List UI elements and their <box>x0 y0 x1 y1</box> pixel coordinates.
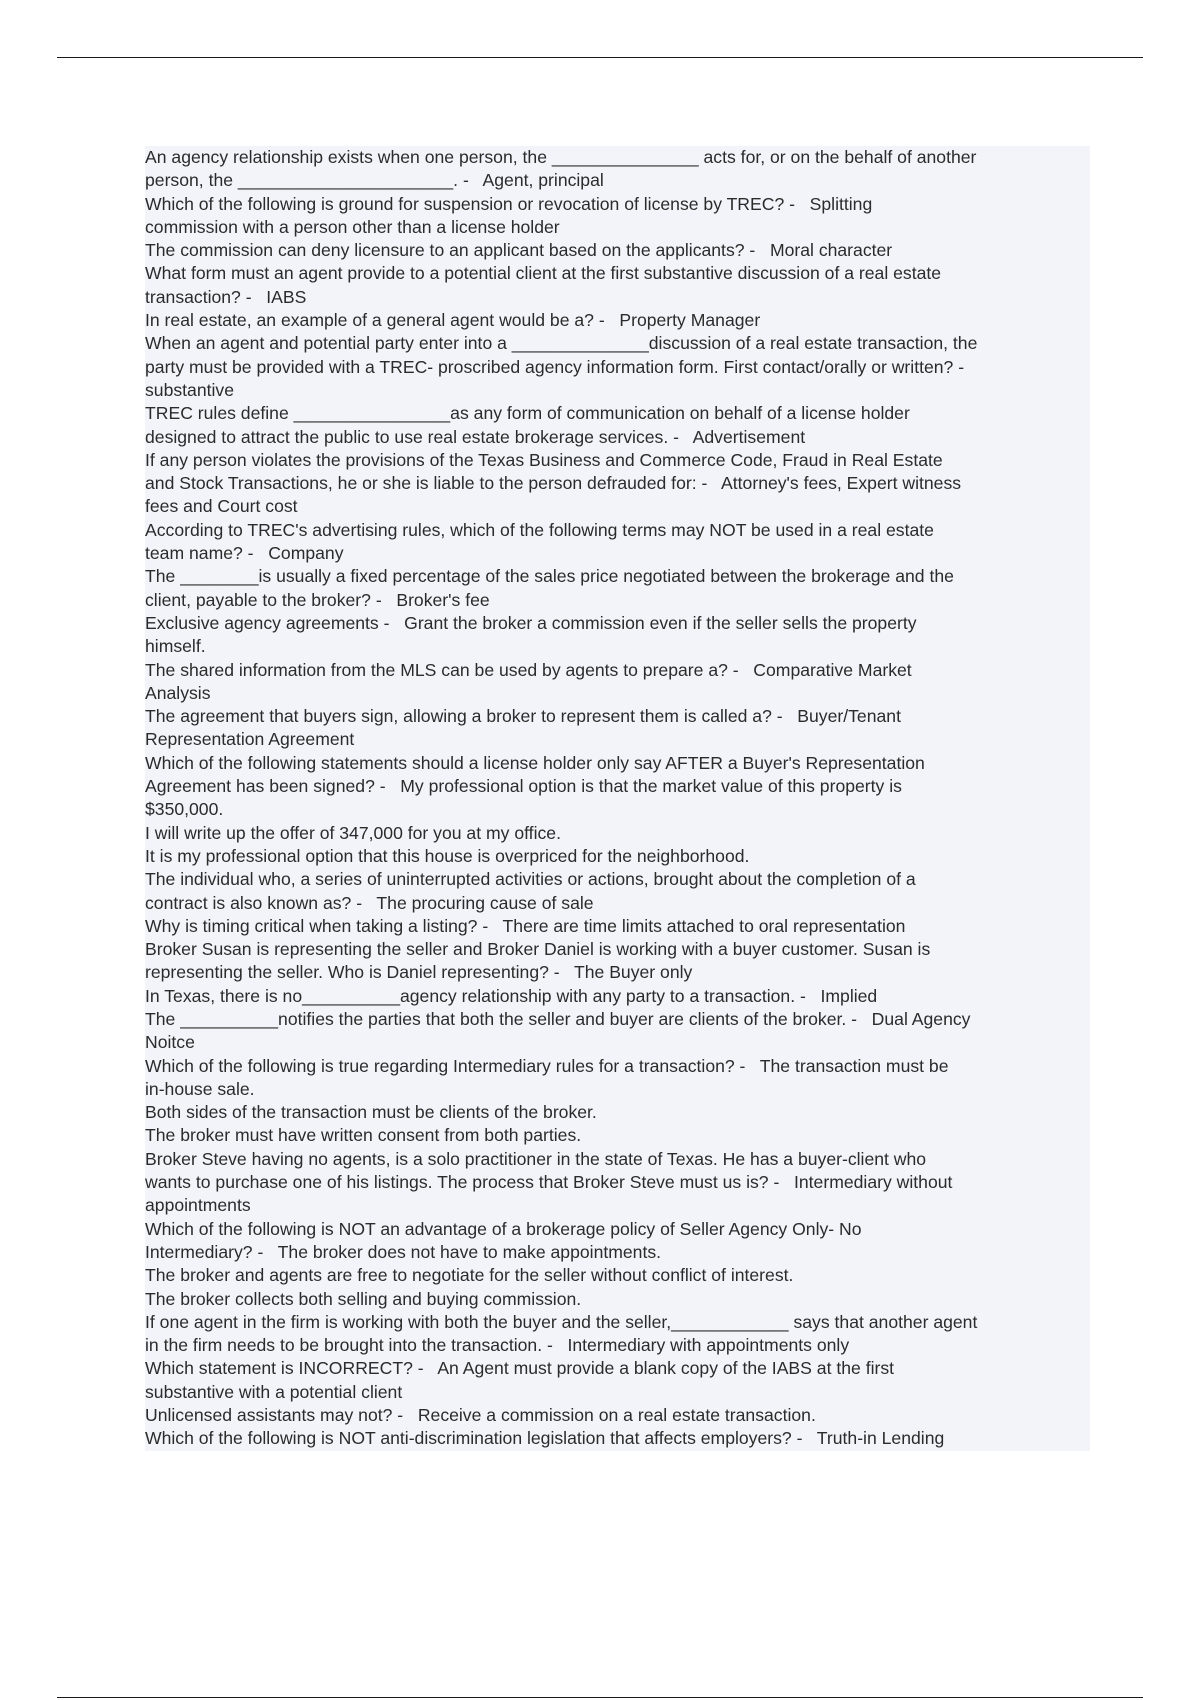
text-line: client, payable to the broker? - Broker's fee <box>145 589 1090 612</box>
text-line: Why is timing critical when taking a listing? - There are time limits attached to oral representation <box>145 915 1090 938</box>
text-line: The broker and agents are free to negotiate for the seller without conflict of interest. <box>145 1264 1090 1287</box>
text-line: fees and Court cost <box>145 495 1090 518</box>
footer-rule <box>57 1697 1143 1698</box>
text-line: The shared information from the MLS can be used by agents to prepare a? - Comparative Market <box>145 659 1090 682</box>
text-line: substantive with a potential client <box>145 1381 1090 1404</box>
text-line: party must be provided with a TREC- proscribed agency information form. First contact/orally or written? - <box>145 356 1090 379</box>
text-line: team name? - Company <box>145 542 1090 565</box>
text-line: contract is also known as? - The procuring cause of sale <box>145 892 1090 915</box>
text-line: What form must an agent provide to a potential client at the first substantive discussion of a real estate <box>145 262 1090 285</box>
text-line: appointments <box>145 1194 1090 1217</box>
text-line: In Texas, there is no__________agency relationship with any party to a transaction. - Implied <box>145 985 1090 1008</box>
text-line: Agreement has been signed? - My professional option is that the market value of this property is <box>145 775 1090 798</box>
text-line: Which of the following is NOT anti-discrimination legislation that affects employers? - Truth-in Lending <box>145 1427 1090 1450</box>
text-line: Representation Agreement <box>145 728 1090 751</box>
text-line: in the firm needs to be brought into the transaction. - Intermediary with appointments only <box>145 1334 1090 1357</box>
text-line: in-house sale. <box>145 1078 1090 1101</box>
text-line: In real estate, an example of a general agent would be a? - Property Manager <box>145 309 1090 332</box>
text-line: designed to attract the public to use real estate brokerage services. - Advertisement <box>145 426 1090 449</box>
text-line: It is my professional option that this house is overpriced for the neighborhood. <box>145 845 1090 868</box>
text-line: When an agent and potential party enter into a ______________discussion of a real estate transaction, the <box>145 332 1090 355</box>
text-line: Broker Steve having no agents, is a solo practitioner in the state of Texas. He has a buyer-client who <box>145 1148 1090 1171</box>
text-line: TREC rules define ________________as any form of communication on behalf of a license holder <box>145 402 1090 425</box>
text-line: Analysis <box>145 682 1090 705</box>
text-line: person, the ______________________. - Agent, principal <box>145 169 1090 192</box>
text-line: The broker must have written consent from both parties. <box>145 1124 1090 1147</box>
text-line: Exclusive agency agreements - Grant the broker a commission even if the seller sells the property <box>145 612 1090 635</box>
text-line: and Stock Transactions, he or she is liable to the person defrauded for: - Attorney's fees, Expert witness <box>145 472 1090 495</box>
text-line: The ________is usually a fixed percentage of the sales price negotiated between the brokerage and the <box>145 565 1090 588</box>
text-line: According to TREC's advertising rules, which of the following terms may NOT be used in a real estate <box>145 519 1090 542</box>
text-line: himself. <box>145 635 1090 658</box>
text-line: Which of the following is true regarding Intermediary rules for a transaction? - The transaction must be <box>145 1055 1090 1078</box>
document-body <box>145 146 1090 1451</box>
text-line: Which statement is INCORRECT? - An Agent must provide a blank copy of the IABS at the first <box>145 1357 1090 1380</box>
text-line: wants to purchase one of his listings. The process that Broker Steve must us is? - Intermediary without <box>145 1171 1090 1194</box>
text-line: I will write up the offer of 347,000 for you at my office. <box>145 822 1090 845</box>
text-line: Noitce <box>145 1031 1090 1054</box>
text-line: The commission can deny licensure to an applicant based on the applicants? - Moral character <box>145 239 1090 262</box>
text-line: The individual who, a series of uninterrupted activities or actions, brought about the completion of a <box>145 868 1090 891</box>
text-line: The broker collects both selling and buying commission. <box>145 1288 1090 1311</box>
text-line: transaction? - IABS <box>145 286 1090 309</box>
text-line: If one agent in the firm is working with both the buyer and the seller,____________ says that another agent <box>145 1311 1090 1334</box>
text-line: Which of the following is ground for suspension or revocation of license by TREC? - Splitting <box>145 193 1090 216</box>
text-line: Broker Susan is representing the seller and Broker Daniel is working with a buyer customer. Susan is <box>145 938 1090 961</box>
text-line: Intermediary? - The broker does not have to make appointments. <box>145 1241 1090 1264</box>
text-line: representing the seller. Who is Daniel representing? - The Buyer only <box>145 961 1090 984</box>
text-line: The __________notifies the parties that both the seller and buyer are clients of the broker. - Dual Agency <box>145 1008 1090 1031</box>
text-line: $350,000. <box>145 798 1090 821</box>
text-line: Which of the following is NOT an advantage of a brokerage policy of Seller Agency Only- No <box>145 1218 1090 1241</box>
text-line: The agreement that buyers sign, allowing a broker to represent them is called a? - Buyer/Tenant <box>145 705 1090 728</box>
text-line: Which of the following statements should a license holder only say AFTER a Buyer's Representation <box>145 752 1090 775</box>
text-line: substantive <box>145 379 1090 402</box>
text-line: Both sides of the transaction must be clients of the broker. <box>145 1101 1090 1124</box>
text-line: An agency relationship exists when one person, the _______________ acts for, or on the behalf of another <box>145 146 1090 169</box>
text-line: If any person violates the provisions of the Texas Business and Commerce Code, Fraud in Real Estate <box>145 449 1090 472</box>
header-rule <box>57 57 1143 58</box>
text-line: commission with a person other than a license holder <box>145 216 1090 239</box>
text-line: Unlicensed assistants may not? - Receive a commission on a real estate transaction. <box>145 1404 1090 1427</box>
